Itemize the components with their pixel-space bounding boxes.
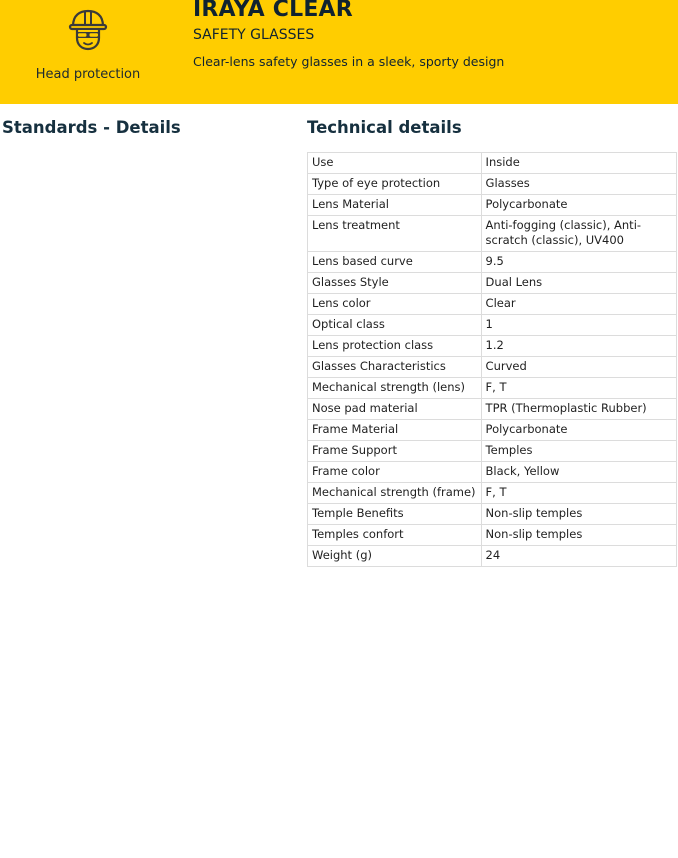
detail-key: Temple Benefits [308,504,482,525]
detail-value: Polycarbonate [481,195,676,216]
table-row [308,504,677,525]
detail-key: Frame color [308,462,482,483]
technical-details-table [307,152,677,567]
detail-key: Glasses Characteristics [308,357,482,378]
detail-key: Lens protection class [308,336,482,357]
detail-key: Nose pad material [308,399,482,420]
worker-helmet-icon [68,9,108,51]
detail-key: Lens color [308,294,482,315]
detail-key: Glasses Style [308,273,482,294]
table-row [308,153,677,174]
table-row [308,273,677,294]
detail-key: Frame Material [308,420,482,441]
detail-key: Optical class [308,315,482,336]
table-row [308,357,677,378]
detail-value: Curved [481,357,676,378]
detail-value: TPR (Thermoplastic Rubber) [481,399,676,420]
detail-value: F, T [481,378,676,399]
detail-value: 1.2 [481,336,676,357]
detail-value: Dual Lens [481,273,676,294]
detail-value: F, T [481,483,676,504]
table-row [308,420,677,441]
table-row [308,336,677,357]
category-label: Head protection [35,67,141,82]
detail-key: Lens Material [308,195,482,216]
table-row [308,399,677,420]
table-row [308,315,677,336]
detail-value: Polycarbonate [481,420,676,441]
detail-value: Black, Yellow [481,462,676,483]
table-row [308,462,677,483]
table-row [308,525,677,546]
detail-key: Weight (g) [308,546,482,567]
detail-value: Glasses [481,174,676,195]
technical-heading: Technical details [307,118,462,137]
detail-value: 1 [481,315,676,336]
detail-value: Non-slip temples [481,525,676,546]
product-header [0,0,678,104]
table-row [308,483,677,504]
product-description: Clear-lens safety glasses in a sleek, sporty design [193,54,505,69]
detail-value: Clear [481,294,676,315]
detail-value: Temples [481,441,676,462]
detail-value: Non-slip temples [481,504,676,525]
table-row [308,195,677,216]
detail-key: Frame Support [308,441,482,462]
standards-heading: Standards - Details [2,118,181,137]
category-block [0,0,176,104]
detail-value: 24 [481,546,676,567]
table-row [308,174,677,195]
detail-key: Use [308,153,482,174]
detail-value: 9.5 [481,252,676,273]
product-type: SAFETY GLASSES [193,27,315,43]
table-row [308,546,677,567]
table-row [308,216,677,252]
detail-value: Anti-fogging (classic), Anti-scratch (classic), UV400 [481,216,676,252]
product-name: IRAYA CLEAR [193,0,353,22]
detail-key: Lens treatment [308,216,482,252]
detail-key: Mechanical strength (frame) [308,483,482,504]
table-row [308,252,677,273]
table-row [308,378,677,399]
table-row [308,294,677,315]
table-row [308,441,677,462]
detail-key: Type of eye protection [308,174,482,195]
detail-key: Temples confort [308,525,482,546]
detail-key: Lens based curve [308,252,482,273]
detail-value: Inside [481,153,676,174]
detail-key: Mechanical strength (lens) [308,378,482,399]
